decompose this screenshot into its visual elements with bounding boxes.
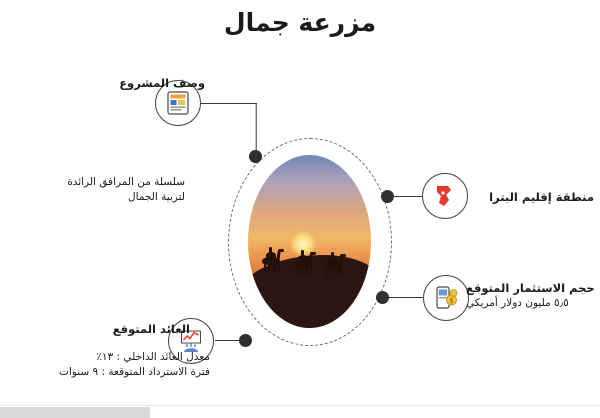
connector-description-vertical: [255, 104, 256, 158]
label-title: وصف المشروع: [119, 76, 205, 90]
label-project-description: [75, 76, 205, 91]
connector-region: [392, 196, 422, 197]
label-sub-line-2: لتربية الجمال: [127, 191, 185, 203]
label-title: حجم الاستثمار المتوقع: [466, 281, 595, 295]
page-title: مزرعة جمال: [223, 8, 377, 37]
label-sub-line-1: معدل العائد الداخلي : ١٣٪: [96, 351, 210, 363]
label-title: العائد المتوقع: [112, 322, 190, 336]
connector-investment: [387, 297, 423, 298]
label-expected-return: [30, 322, 190, 337]
connector-description: [201, 103, 257, 104]
document-report-icon: [165, 90, 191, 116]
label-expected-return-body: [20, 350, 210, 380]
label-region: [470, 190, 594, 205]
strip-divider: [148, 407, 150, 418]
label-sub-line-2: فترة الاسترداد المتوقعة : ٩ سنوات: [59, 366, 210, 378]
dashed-orbit: [228, 138, 392, 346]
map-jordan-icon: [433, 183, 457, 209]
svg-text:$: $: [449, 297, 454, 305]
strip-segment: [0, 407, 148, 418]
mobile-money-icon: [433, 285, 459, 311]
label-sub-line-1: ٥٫٥ مليون دولار أمريكي: [466, 297, 569, 309]
label-investment-size: [466, 281, 598, 311]
node-investment-size[interactable]: [423, 275, 469, 321]
label-title: منطقة إقليم البترا: [489, 190, 594, 204]
node-region[interactable]: [422, 173, 468, 219]
label-sub-line-1: سلسلة من المرافق الرائدة: [67, 176, 185, 188]
connector-return: [215, 340, 245, 341]
label-project-description-body: [45, 175, 185, 205]
bottom-strip: [0, 405, 600, 418]
